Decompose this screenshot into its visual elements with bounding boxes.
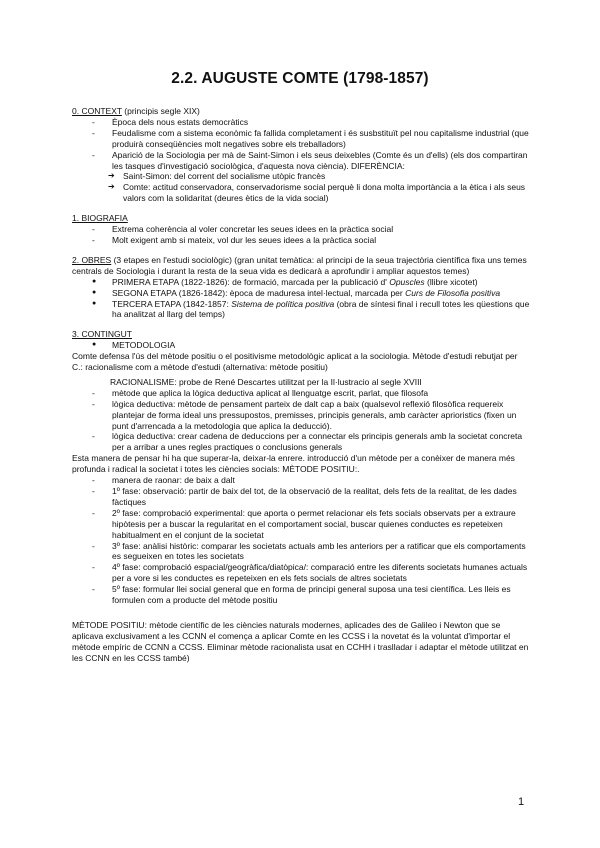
document-body xyxy=(72,106,530,664)
work-title: Curs de Filosofia positiva xyxy=(405,287,501,298)
works-list xyxy=(90,277,530,321)
list-item: - lògica deductiva: crear cadena de deduccions per a connectar els principis generals amb la societat concreta per a arribar a unes regles practiques o conclusions generals xyxy=(90,431,530,453)
section-context xyxy=(72,106,530,204)
document-title: 2.2. AUGUSTE COMTE (1798-1857) xyxy=(171,70,429,87)
list-item: - 2º fase: comprobació experimental: que aporta o permet relacionar els fets socials observats per a extraure hipòtesis per a buscar la regularitat en el comportament social, buscar quienes conductes es repeteixen habitualment en el conjunt de la societat xyxy=(90,508,530,541)
list-item: - 3º fase: anàlisi històric: comparar les societats actuals amb les anteriors per a ratificar que els comportaments es segueixen en totes les societats xyxy=(90,541,530,563)
methodology-list xyxy=(90,340,530,351)
list-item: ➔ Comte: actitud conservadora, conservadorisme social perquè li dona molta importància a la ètica i als seus valors com la solidaritat (deures ètics de la vida social) xyxy=(108,182,530,204)
positive-method-list xyxy=(90,475,530,606)
list-item: - Època dels nous estats democràtics xyxy=(90,117,530,128)
list-item: ● TERCERA ETAPA (1842-1857: Sistema de política positiva (obra de síntesi final i recull totes les qüestions que ha analitzat al llarg del temps) xyxy=(90,299,530,321)
works-intro-line xyxy=(72,255,530,277)
list-item: - 5º fase: formular llei social general que en forma de principi general suposa una tesi científica. Les lleis es formulen com a producte del mètode positiu xyxy=(90,584,530,606)
page-number: 1 xyxy=(518,796,525,808)
context-heading-note: (principis segle XIX) xyxy=(121,106,200,116)
works-intro: (3 etapes en l'estudi sociològic) (gran unitat temàtica: al principi de la seua trajectòria científica fixa uns temes centrals de Sociologia i durant la resta de la seua vida es dedicarà a aprofundir i ampliar aquestos temes) xyxy=(72,254,527,276)
list-item: - mètode que aplica la lògica deductiva aplicat al llenguatge escrit, parlat, que filosofa xyxy=(90,388,530,399)
list-item: - manera de raonar: de baix a dalt xyxy=(90,475,530,486)
list-item: ● SEGONA ETAPA (1826-1842): època de maduresa intel·lectual, marcada per Curs de Filosofia positiva xyxy=(90,288,530,299)
biography-heading: 1. BIOGRAFIA xyxy=(72,213,128,224)
content-paragraph: MÈTODE POSITIU: mètode científic de les ciències naturals modernes, aplicades des de Galileo i Newton que se aplicava exclusivament a les CCNN el comença a aplicar Comte en les CCSS i la novetat és la voluntat d'importar el mètode empíric de CCNN a CCSS. Eliminar mètode racionalista usat en CCHH i traslladar i adaptar el mètode utilitzat en les CCNN en les CCSS també) xyxy=(72,619,529,663)
works-heading: 2. OBRES xyxy=(72,254,112,265)
work-title: Opuscles xyxy=(389,276,425,287)
list-item: ● PRIMERA ETAPA (1822-1826): de formació, marcada per la publicació d' Opuscles (llibre xicotet) xyxy=(90,277,530,288)
rationalism-intro: RACIONALISME: probe de René Descartes utilitzat per la Il·lustracio al segle XVIII xyxy=(110,376,422,387)
work-title: Sistema de política positiva xyxy=(231,298,335,309)
content-paragraph: Comte defensa l'ús del mètode positiu o el positivisme metodològic aplicat a la sociologia. Mètode d'estudi rebutjat per C.: racionalisme com a mètode d'estudi (alternativa: mètode positiu) xyxy=(72,351,518,373)
list-item: - 1º fase: observació: partir de baix del tot, de la observació de la realitat, dels fets de la realitat, de les dades fàctiques xyxy=(90,486,530,508)
content-heading: 3. CONTINGUT xyxy=(72,329,132,340)
context-sublist xyxy=(108,171,530,204)
list-item: ➔ Saint-Simon: del corrent del socialisme utòpic francès xyxy=(108,171,530,182)
list-item: - 4º fase: comprobació espacial/geogràfica/diatòpica/: comparació entre les diferents societats humanes actuals per a vore si les conductes es repeteixen en els fets socials de altres societats xyxy=(90,562,530,584)
context-heading: 0. CONTEXT xyxy=(72,106,122,116)
section-content xyxy=(72,329,530,663)
section-biography xyxy=(72,213,530,246)
methodology-label: ● METODOLOGIA xyxy=(90,340,530,351)
rationalism-list xyxy=(90,388,530,453)
list-item: - Molt exigent amb si mateix, vol dur les seues idees a la pràctica social xyxy=(90,235,530,246)
list-item: - lògica deductiva: mètode de pensament parteix de dalt cap a baix (qualsevol reflexió filosòfica requereix plantejar de forma ideal uns pressupostos, premisses, principis generals, amb caràcter aprioristics (fixen un punt d'arrencada a la metodologia que aplica la deducció). xyxy=(90,399,530,432)
list-item: - Feudalisme com a sistema econòmic fa fallida completament i és susbstituït pel nou capitalisme industrial (que produirà conseqüències molt negatives sobre els treballadors) xyxy=(90,128,530,150)
context-heading-line xyxy=(72,106,530,117)
list-item: - Extrema coherència al voler concretar les seues idees en la pràctica social xyxy=(90,224,530,235)
biography-list xyxy=(90,224,530,246)
context-list xyxy=(90,117,530,172)
list-item: - Aparició de la Sociologia per mà de Saint-Simon i els seus deixebles (Comte és un d'ells) (els dos compartiran les tasques d'investigació sociològica, d'aquesta nova ciència). DIFERÈNCIA: xyxy=(90,150,530,172)
section-works xyxy=(72,255,530,320)
content-paragraph: Esta manera de pensar hi ha que superar-la, deixar-la enrere. introducció d'un mètode per a conèixer de manera més profunda i radical la societat i totes les ciències socials: MÈTODE POSITIU:. xyxy=(72,453,515,475)
